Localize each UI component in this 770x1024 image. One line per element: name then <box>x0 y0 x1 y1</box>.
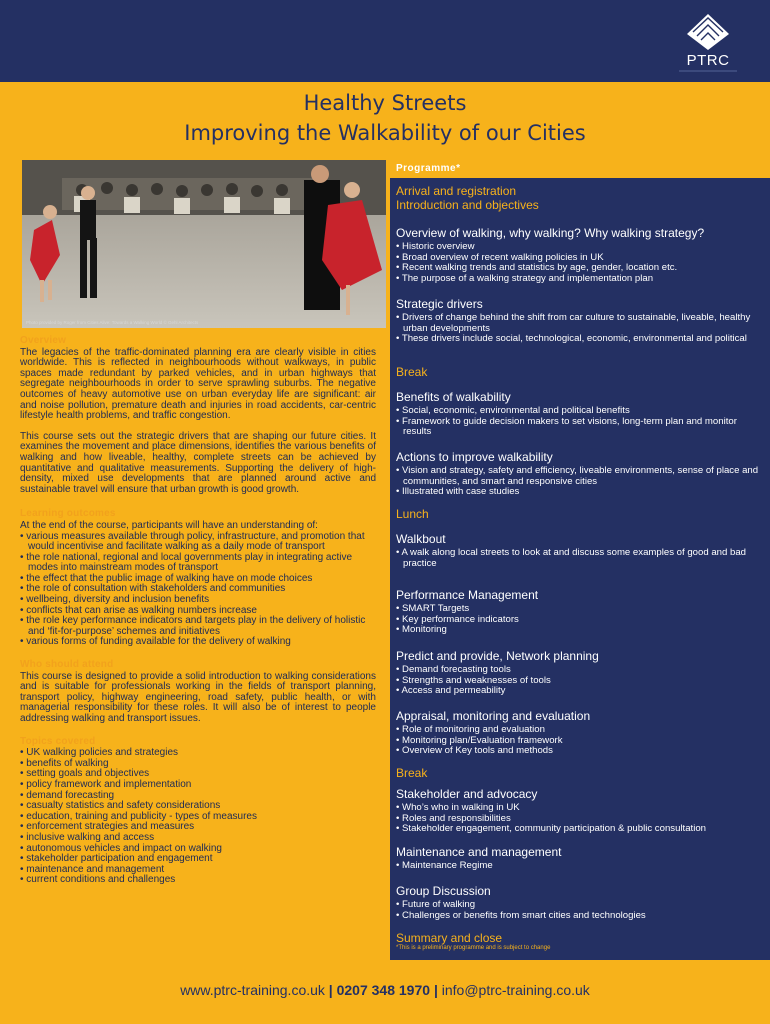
ptrc-logo <box>679 12 737 74</box>
outcomes-list <box>20 532 376 649</box>
header-band <box>0 0 770 82</box>
list-item: • the role of consultation with stakeholders and communities <box>20 584 376 595</box>
outcomes-heading: Learning outcomes <box>20 508 116 520</box>
break-label: Break <box>396 365 428 379</box>
list-item: • Stakeholder engagement, community participation & public consultation <box>396 824 762 835</box>
summary-label: Summary and close <box>396 931 503 945</box>
list-item: • Recent walking trends and statistics by age, gender, location etc. <box>396 263 762 274</box>
section-title: Overview of walking, why walking? Why walking strategy? <box>396 226 705 240</box>
list-item: • demand forecasting <box>20 791 376 802</box>
page-subtitle: Improving the Walkability of our Cities <box>184 121 586 145</box>
list-item: • various measures available through policy, infrastructure, and promotion that would incentivise and facilitate walking as a daily mode of transport <box>20 532 376 553</box>
list-item: • Vision and strategy, safety and efficiency, liveable environments, sense of place and communities, and smart and responsive cities <box>396 466 762 487</box>
programme-note: *This is a preliminary programme and is subject to change <box>396 945 551 951</box>
list-item: • policy framework and implementation <box>20 780 376 791</box>
list-item: • various forms of funding available for the delivery of walking <box>20 637 376 648</box>
list-item: • Monitoring plan/Evaluation framework <box>396 736 762 747</box>
list-item: • Role of monitoring and evaluation <box>396 725 762 736</box>
programme-section-actions <box>396 450 762 498</box>
section-title: Benefits of walkability <box>396 390 511 404</box>
ptrc-logo-icon <box>679 12 737 52</box>
programme-section-predict <box>396 649 762 697</box>
list-item: • Roles and responsibilities <box>396 814 762 825</box>
list-item: • Monitoring <box>396 625 762 636</box>
section-title: Actions to improve walkability <box>396 450 553 464</box>
section-title: Walkbout <box>396 532 446 546</box>
list-item: • Demand forecasting tools <box>396 665 762 676</box>
section-title: Predict and provide, Network planning <box>396 649 599 663</box>
programme-heading: Programme* <box>396 163 461 174</box>
list-item: • casualty statistics and safety considerations <box>20 801 376 812</box>
list-item: • setting goals and objectives <box>20 769 376 780</box>
list-item: • SMART Targets <box>396 604 762 615</box>
separator: | <box>328 982 333 998</box>
list-item: • Historic overview <box>396 242 762 253</box>
page-title: Healthy Streets <box>303 91 467 115</box>
section-title: Strategic drivers <box>396 297 483 311</box>
list-item: • maintenance and management <box>20 865 376 876</box>
logo-text: PTRC <box>686 52 730 69</box>
programme-section-appraisal <box>396 709 762 757</box>
lunch-label: Lunch <box>396 507 429 521</box>
overview-paragraph-2: This course sets out the strategic drivers that are shaping our future cities. It examines the movement and place dimensions, identifies the various benefits of walking and how liveable, healthy, complete streets can be achieved by quantitative and qualitative measurements. Supporting the delivery of high-density, mixed use developments that are planned around active and sustainable travel will ensure that urban growth is good growth. <box>20 430 376 495</box>
overview-heading: Overview <box>20 335 67 346</box>
list-item: • education, training and publicity - types of measures <box>20 812 376 823</box>
list-item: • inclusive walking and access <box>20 833 376 844</box>
programme-section-benefits <box>396 390 762 438</box>
list-item: • UK walking policies and strategies <box>20 748 376 759</box>
programme-section-discussion <box>396 884 762 921</box>
list-item: • Future of walking <box>396 900 762 911</box>
break-2 <box>396 766 762 780</box>
overview-paragraph-1: The legacies of the traffic-dominated planning era are clearly visible in cities worldwide. This is reflected in neighbourhoods without walkways, in public spaces made redundant by parked vehicles, and in urban highways that segregate neighbourhoods in order to serve sprawling suburbs. The negative outcomes of heavy automotive use on urban everyday life are significant: air and noise pollution, premature death and injuries in road accidents, car-centric lifestyle health problems, and traffic congestion. <box>20 346 376 422</box>
separator: | <box>433 982 438 998</box>
summary <box>396 931 762 951</box>
list-item: • A walk along local streets to look at and discuss some examples of good and bad practice <box>396 548 762 569</box>
list-item: • current conditions and challenges <box>20 875 376 886</box>
list-item: • Challenges or benefits from smart cities and technologies <box>396 911 762 922</box>
list-item: • Maintenance Regime <box>396 861 762 872</box>
list-item: • conflicts that can arise as walking numbers increase <box>20 606 376 617</box>
list-item: • stakeholder participation and engagement <box>20 854 376 865</box>
phone-number[interactable]: 0207 348 1970 <box>336 982 431 998</box>
programme-section-drivers <box>396 297 762 345</box>
list-item: • These drivers include social, technological, economic, environmental and political <box>396 334 762 345</box>
programme-section-stakeholder <box>396 787 762 835</box>
photo-credit: Photo provided by Roger from Cities Alive: Towards a Walking World © Gehl Architects <box>26 320 199 325</box>
programme-header <box>390 160 770 178</box>
list-item: • autonomous vehicles and impact on walking <box>20 844 376 855</box>
list-item: • Key performance indicators <box>396 615 762 626</box>
arrival-label: Arrival and registration <box>396 184 517 198</box>
list-item: • enforcement strategies and measures <box>20 822 376 833</box>
list-item: • Broad overview of recent walking policies in UK <box>396 253 762 264</box>
break-1 <box>396 365 762 379</box>
arrival-section <box>396 184 762 212</box>
list-item: • Who’s who in walking in UK <box>396 803 762 814</box>
who-heading: Who should attend <box>20 659 114 671</box>
website-link[interactable]: www.ptrc-training.co.uk <box>180 982 325 998</box>
list-item: • the role key performance indicators and targets play in the delivery of holistic and ‘fit-for-purpose’ schemes and initiatives <box>20 616 376 637</box>
logo-underline <box>679 70 737 72</box>
list-item: • Access and permeability <box>396 686 762 697</box>
dancers-photo <box>22 160 386 328</box>
programme-section-maintenance <box>396 845 762 872</box>
section-title: Maintenance and management <box>396 845 562 859</box>
list-item: • Overview of Key tools and methods <box>396 746 762 757</box>
list-item: • the effect that the public image of walking have on mode choices <box>20 574 376 585</box>
who-paragraph: This course is designed to provide a solid introduction to walking considerations and is suitable for professionals working in the fields of transport planning, transport policy, highway engineering, road safety, public health, or with managerial responsibility for these roles. It will also be of interest to people addressing walking and transport issues. <box>20 670 376 724</box>
programme-section-overview <box>396 226 762 284</box>
list-item: • benefits of walking <box>20 759 376 770</box>
list-item: • the role national, regional and local governments play in integrating active modes into mainstream modes of transport <box>20 553 376 574</box>
footer-contact <box>0 982 770 998</box>
section-title: Performance Management <box>396 588 539 602</box>
break-label: Break <box>396 766 428 780</box>
email-link[interactable]: info@ptrc-training.co.uk <box>441 982 590 998</box>
topics-list <box>20 748 376 886</box>
outcomes-intro: At the end of the course, participants will have an understanding of: <box>20 519 318 531</box>
list-item: • Framework to guide decision makers to set visions, long-term plan and monitor results <box>396 417 762 438</box>
intro-label: Introduction and objectives <box>396 198 539 212</box>
section-title: Group Discussion <box>396 884 491 898</box>
programme-section-walkbout <box>396 532 762 569</box>
list-item: • The purpose of a walking strategy and implementation plan <box>396 274 762 285</box>
left-column <box>20 336 376 886</box>
list-item: • Social, economic, environmental and political benefits <box>396 406 762 417</box>
list-item: • wellbeing, diversity and inclusion benefits <box>20 595 376 606</box>
lunch <box>396 507 762 521</box>
programme-section-performance <box>396 588 762 636</box>
section-title: Stakeholder and advocacy <box>396 787 538 801</box>
topics-heading: Topics covered <box>20 735 96 747</box>
list-item: • Strengths and weaknesses of tools <box>396 676 762 687</box>
section-title: Appraisal, monitoring and evaluation <box>396 709 591 723</box>
list-item: • Illustrated with case studies <box>396 487 762 498</box>
list-item: • Drivers of change behind the shift from car culture to sustainable, liveable, healthy urban developments <box>396 313 762 334</box>
